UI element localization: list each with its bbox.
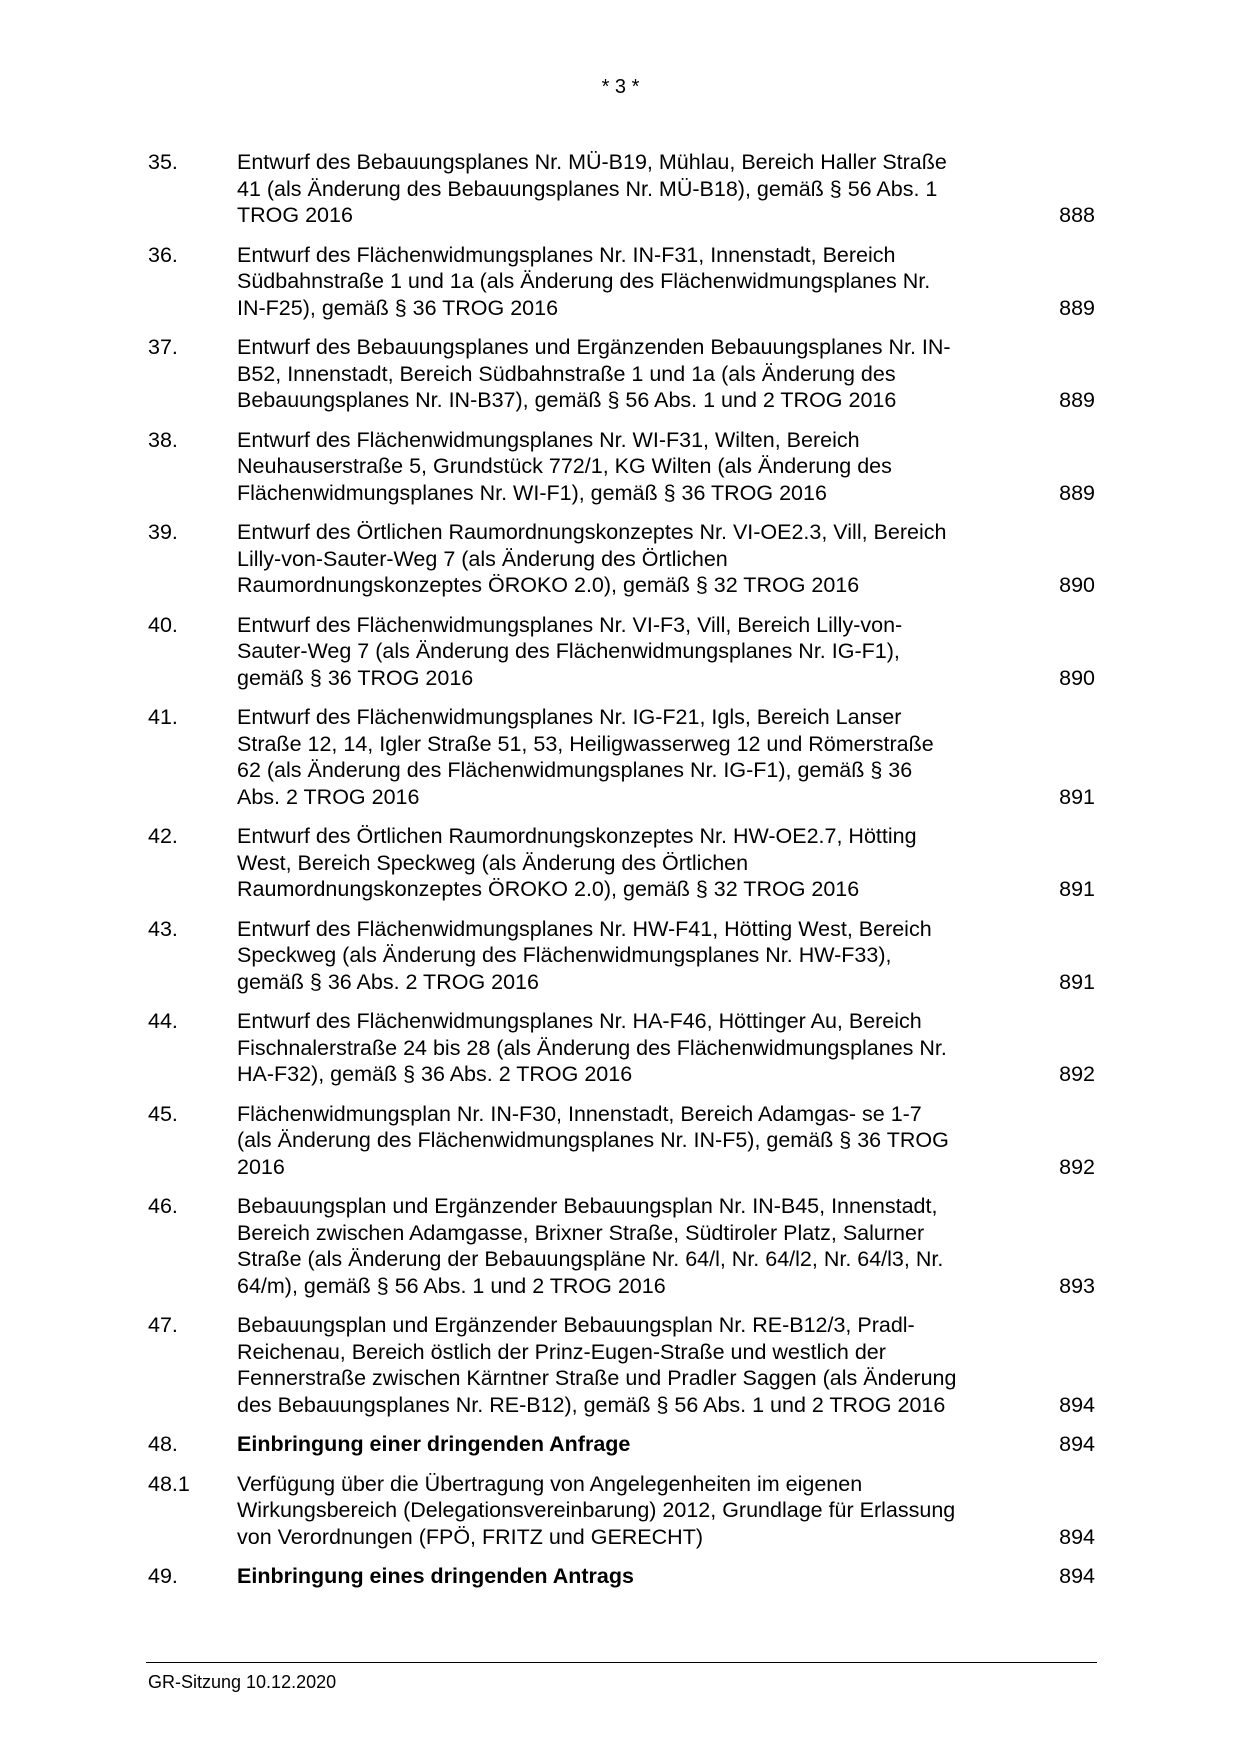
toc-entry-page: 892 (1059, 1062, 1095, 1086)
footer-divider (146, 1662, 1097, 1663)
toc-entry (0, 1471, 1241, 1551)
toc-entry (0, 334, 1241, 414)
toc-entry (0, 427, 1241, 507)
toc-entry (0, 149, 1241, 229)
toc-entry-title-line: des Bebauungsplanes Nr. RE-B12), gemäß § 56 Abs. 1 und 2 TROG 2016 (237, 1392, 946, 1417)
toc-entry (0, 519, 1241, 599)
toc-entry-title (237, 823, 1017, 903)
toc-entry-number: 38. (148, 427, 178, 452)
toc-entry (0, 916, 1241, 996)
toc-entry-title-line: Bebauungsplan und Ergänzender Bebauungsplan Nr. IN-B45, Innenstadt, (237, 1194, 938, 1218)
toc-entry-title-line: Lilly-von-Sauter-Weg 7 (als Änderung des Örtlichen (237, 546, 728, 571)
toc-entry-page: 888 (1059, 203, 1095, 227)
toc-entry-title-line: B52, Innenstadt, Bereich Südbahnstraße 1 und 1a (als Änderung des (237, 361, 896, 386)
toc-entry-title-line: Fischnalerstraße 24 bis 28 (als Änderung des Flächenwidmungsplanes Nr. (237, 1035, 947, 1060)
toc-entry (0, 1101, 1241, 1181)
toc-entry-number: 35. (148, 150, 178, 174)
toc-entry-title-line: Wirkungsbereich (Delegationsvereinbarung) 2012, Grundlage für Erlassung (237, 1498, 956, 1522)
toc-entry-number: 44. (148, 1009, 178, 1033)
toc-entry-title-line: TROG 2016 (237, 203, 353, 227)
toc-entry-title-line: von Verordnungen (FPÖ, FRITZ und GERECHT) (237, 1524, 703, 1549)
toc-entry-title (237, 1563, 1017, 1590)
toc-entry-title-line: Straße (als Änderung der Bebauungspläne Nr. 64/l, Nr. 64/l2, Nr. 64/l3, Nr. (237, 1247, 944, 1271)
toc-entry-page: 894 (1059, 1432, 1095, 1456)
toc-entry-page: 889 (1059, 480, 1095, 505)
toc-entry-page: 889 (1059, 388, 1095, 412)
toc-entry-title (237, 1431, 1017, 1458)
toc-entry-title-line: Reichenau, Bereich östlich der Prinz-Eugen-Straße und westlich der (237, 1339, 886, 1364)
toc-entry-title (237, 427, 1017, 507)
toc-entry-title-line: IN-F25), gemäß § 36 TROG 2016 (237, 295, 559, 320)
toc-entry-title-line: Entwurf des Bebauungsplanes und Ergänzenden Bebauungsplanes Nr. IN- (237, 335, 951, 359)
toc-entry-title-line: Entwurf des Flächenwidmungsplanes Nr. WI-F31, Wilten, Bereich (237, 427, 860, 452)
toc-entry-title-line: Entwurf des Örtlichen Raumordnungskonzeptes Nr. HW-OE2.7, Hötting (237, 824, 917, 848)
toc-entry-title (237, 1471, 1017, 1551)
toc-entry-page: 894 (1059, 1392, 1095, 1417)
toc-entry-title (237, 612, 1017, 692)
toc-entry-title (237, 242, 1017, 322)
toc-entry-page: 893 (1059, 1273, 1095, 1298)
toc-entry-number: 48.1 (148, 1471, 190, 1496)
toc-entry-title-line: Speckweg (als Änderung des Flächenwidmungsplanes Nr. HW-F33), (237, 943, 892, 967)
toc-entry (0, 612, 1241, 692)
toc-entry-number: 42. (148, 824, 178, 848)
toc-entry-title-line: 2016 (237, 1154, 285, 1179)
toc-entry (0, 1008, 1241, 1088)
toc-entry-title-line: 41 (als Änderung des Bebauungsplanes Nr. MÜ-B18), gemäß § 56 Abs. 1 (237, 176, 938, 201)
toc-entry-number: 36. (148, 242, 178, 267)
toc-entry-title-line: Entwurf des Flächenwidmungsplanes Nr. IG-F21, Igls, Bereich Lanser (237, 705, 902, 729)
page-number: * 3 * (601, 76, 640, 98)
toc-entry-page: 891 (1059, 877, 1095, 901)
toc-entry-title-line: 62 (als Änderung des Flächenwidmungsplanes Nr. IG-F1), gemäß § 36 (237, 758, 913, 782)
toc-entry (0, 1431, 1241, 1458)
toc-entry-title-line: Entwurf des Flächenwidmungsplanes Nr. HW-F41, Hötting West, Bereich (237, 916, 932, 941)
toc-entry-number: 46. (148, 1194, 178, 1218)
toc-entry-title-line: Sauter-Weg 7 (als Änderung des Flächenwidmungsplanes Nr. IG-F1), (237, 639, 900, 663)
toc-entry-title-line: gemäß § 36 TROG 2016 (237, 665, 474, 690)
toc-entry-title-line: 64/m), gemäß § 56 Abs. 1 und 2 TROG 2016 (237, 1273, 666, 1298)
toc-entry-title-line: Bebauungsplanes Nr. IN-B37), gemäß § 56 Abs. 1 und 2 TROG 2016 (237, 388, 897, 412)
toc-entry-number: 37. (148, 335, 178, 359)
toc-entry-title (237, 1312, 1017, 1418)
toc-entry-number: 48. (148, 1432, 178, 1456)
toc-entry-title-line: Raumordnungskonzeptes ÖROKO 2.0), gemäß § 32 TROG 2016 (237, 877, 860, 901)
toc-entry-title-line: Südbahnstraße 1 und 1a (als Änderung des Flächenwidmungsplanes Nr. (237, 269, 931, 293)
toc-entry-title-line: gemäß § 36 Abs. 2 TROG 2016 (237, 969, 539, 994)
toc-entry-title-line: Verfügung über die Übertragung von Angelegenheiten im eigenen (237, 1471, 863, 1496)
toc-entry-number: 39. (148, 520, 178, 544)
toc-entry-title (237, 334, 1017, 414)
toc-entry-title (237, 519, 1017, 599)
toc-entry-page: 892 (1059, 1154, 1095, 1179)
toc-entry-title-line: Entwurf des Flächenwidmungsplanes Nr. IN-F31, Innenstadt, Bereich (237, 242, 896, 267)
toc-entry-page: 889 (1059, 295, 1095, 320)
toc-entry-number: 43. (148, 916, 178, 941)
toc-entry-title-line: Einbringung eines dringenden Antrags (237, 1564, 634, 1588)
toc-entry-title-line: Bebauungsplan und Ergänzender Bebauungsplan Nr. RE-B12/3, Pradl- (237, 1313, 915, 1337)
toc-entry-title (237, 1008, 1017, 1088)
toc-entry-page: 891 (1059, 784, 1095, 809)
toc-entry-title (237, 149, 1017, 229)
toc-entry-title (237, 1193, 1017, 1299)
toc-entry-page: 894 (1059, 1564, 1095, 1588)
toc-entry-title-line: Entwurf des Flächenwidmungsplanes Nr. VI-F3, Vill, Bereich Lilly-von- (237, 612, 903, 637)
toc-entry (0, 704, 1241, 810)
toc-entry (0, 1563, 1241, 1590)
toc-entry-page: 894 (1059, 1524, 1095, 1549)
toc-entry-title-line: Straße 12, 14, Igler Straße 51, 53, Heiligwasserweg 12 und Römerstraße (237, 731, 934, 756)
toc-entry-title-line: Fennerstraße zwischen Kärntner Straße und Pradler Saggen (als Änderung (237, 1366, 957, 1390)
toc-entry (0, 1312, 1241, 1418)
toc-entry-number: 49. (148, 1564, 178, 1588)
toc-entry-page: 890 (1059, 665, 1095, 690)
toc-entry-title-line: Bereich zwischen Adamgasse, Brixner Straße, Südtiroler Platz, Salurner (237, 1220, 925, 1245)
footer-session-date: GR-Sitzung 10.12.2020 (148, 1672, 337, 1692)
toc-entry-title-line: Entwurf des Örtlichen Raumordnungskonzeptes Nr. VI-OE2.3, Vill, Bereich (237, 520, 947, 544)
toc-entry-title-line: Neuhauserstraße 5, Grundstück 772/1, KG Wilten (als Änderung des (237, 454, 892, 478)
toc-entry (0, 242, 1241, 322)
toc-entry-title-line: Flächenwidmungsplanes Nr. WI-F1), gemäß § 36 TROG 2016 (237, 480, 827, 505)
toc-entry-number: 45. (148, 1101, 178, 1126)
toc-entry-title (237, 1101, 1017, 1181)
toc-entry-title (237, 704, 1017, 810)
table-of-contents (0, 149, 1241, 1603)
toc-entry (0, 823, 1241, 903)
toc-entry-title-line: Raumordnungskonzeptes ÖROKO 2.0), gemäß § 32 TROG 2016 (237, 573, 860, 597)
toc-entry-title-line: Entwurf des Bebauungsplanes Nr. MÜ-B19, Mühlau, Bereich Haller Straße (237, 150, 947, 174)
toc-entry-number: 47. (148, 1313, 178, 1337)
toc-entry-title (237, 916, 1017, 996)
toc-entry-number: 41. (148, 705, 178, 729)
toc-entry-title-line: (als Änderung des Flächenwidmungsplanes Nr. IN-F5), gemäß § 36 TROG (237, 1128, 949, 1152)
toc-entry-number: 40. (148, 612, 178, 637)
toc-entry-title-line: Flächenwidmungsplan Nr. IN-F30, Innenstadt, Bereich Adamgas- se 1-7 (237, 1101, 922, 1126)
toc-entry-page: 891 (1059, 969, 1095, 994)
toc-entry-title-line: Einbringung einer dringenden Anfrage (237, 1432, 631, 1456)
toc-entry-title-line: Entwurf des Flächenwidmungsplanes Nr. HA-F46, Höttinger Au, Bereich (237, 1009, 922, 1033)
toc-entry-title-line: Abs. 2 TROG 2016 (237, 784, 420, 809)
toc-entry-page: 890 (1059, 573, 1095, 597)
toc-entry-title-line: West, Bereich Speckweg (als Änderung des Örtlichen (237, 850, 749, 875)
toc-entry (0, 1193, 1241, 1299)
toc-entry-title-line: HA-F32), gemäß § 36 Abs. 2 TROG 2016 (237, 1062, 633, 1086)
